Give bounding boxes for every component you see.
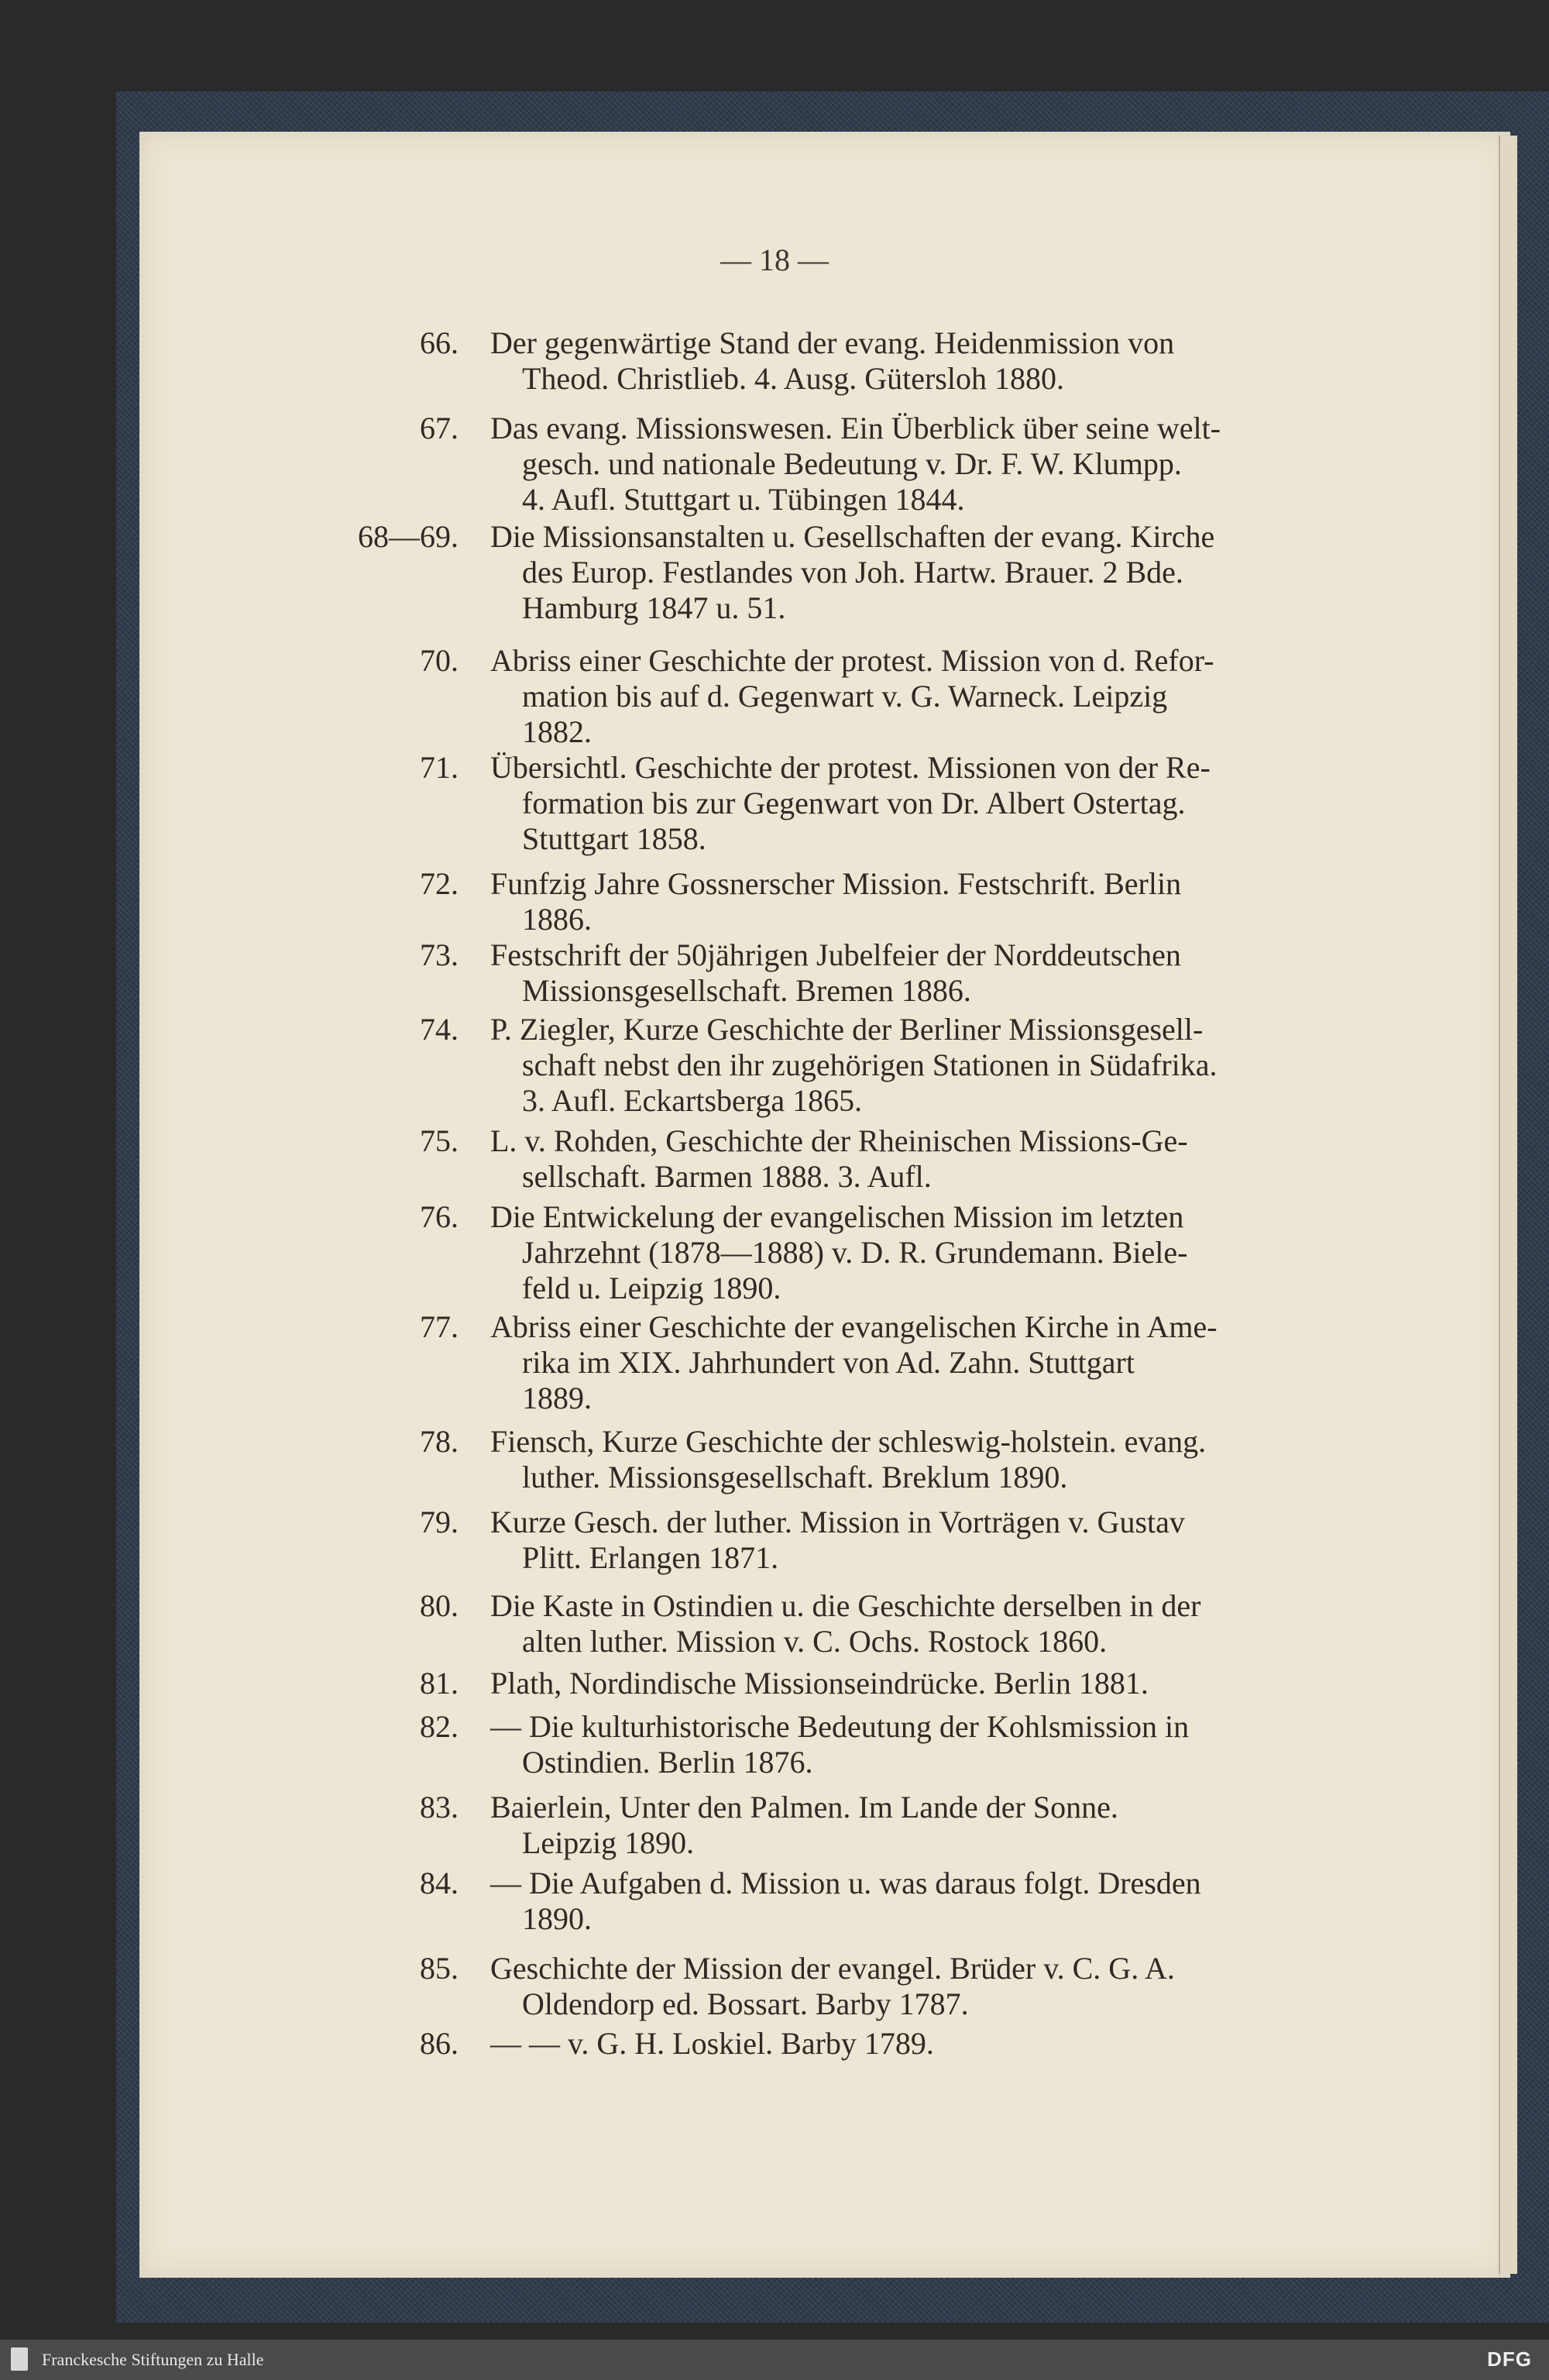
entry-text-line: 1886. (522, 902, 592, 937)
entry-text-line: sellschaft. Barmen 1888. 3. Aufl. (522, 1159, 932, 1194)
entry-text-line: Plath, Nordindische Missionseindrücke. Berlin 1881. (490, 1666, 1149, 1701)
entry-text-line: Die Missionsanstalten u. Gesellschaften der evang. Kirche (490, 519, 1215, 554)
entry-text-line: 3. Aufl. Eckartsberga 1865. (522, 1083, 863, 1118)
entry-text-line: Übersichtl. Geschichte der protest. Missionen von der Re- (490, 750, 1211, 785)
entry-text-line: 1882. (522, 714, 592, 749)
entry-text-line: Kurze Gesch. der luther. Mission in Vorträgen v. Gustav (490, 1505, 1185, 1539)
entry-number: 68—69. (358, 519, 459, 554)
entry-number: 75. (420, 1123, 459, 1158)
entry-text-line: 1889. (522, 1381, 592, 1415)
dfg-logo: DFG (1487, 2347, 1532, 2371)
entry-text-line: Leipzig 1890. (522, 1825, 695, 1860)
entry-text-line: Der gegenwärtige Stand der evang. Heidenmission von (490, 325, 1175, 360)
entry-number: 80. (420, 1588, 459, 1623)
entry-number: 76. (420, 1199, 459, 1234)
entry-number: 81. (420, 1666, 459, 1701)
entry-text-line: feld u. Leipzig 1890. (522, 1271, 781, 1305)
entry-number: 84. (420, 1866, 459, 1900)
entry-text-line: des Europ. Festlandes von Joh. Hartw. Brauer. 2 Bde. (522, 555, 1183, 590)
entry-number: 82. (420, 1709, 459, 1744)
entry-text-line: Die Kaste in Ostindien u. die Geschichte derselben in der (490, 1588, 1201, 1623)
entry-number: 85. (420, 1951, 459, 1986)
entry-text-line: P. Ziegler, Kurze Geschichte der Berliner Missionsgesell- (490, 1012, 1204, 1047)
page-number: — 18 — (720, 242, 829, 277)
entry-text-line: Abriss einer Geschichte der protest. Mission von d. Refor- (490, 643, 1214, 678)
entry-text-line: Missionsgesellschaft. Bremen 1886. (522, 973, 971, 1008)
entry-text-line: — Die Aufgaben d. Mission u. was daraus folgt. Dresden (490, 1866, 1201, 1900)
entry-text-line: Die Entwickelung der evangelischen Mission im letzten (490, 1199, 1184, 1234)
entry-number: 73. (420, 937, 459, 972)
institution-label: Franckesche Stiftungen zu Halle (42, 2350, 264, 2369)
entry-text-line: rika im XIX. Jahrhundert von Ad. Zahn. Stuttgart (522, 1345, 1135, 1380)
entry-text-line: Theod. Christlieb. 4. Ausg. Gütersloh 1880. (522, 361, 1064, 396)
entry-text-line: alten luther. Mission v. C. Ochs. Rostock 1860. (522, 1624, 1108, 1659)
entry-text-line: — Die kulturhistorische Bedeutung der Kohlsmission in (490, 1709, 1190, 1744)
entry-text-line: Das evang. Missionswesen. Ein Überblick über seine welt- (490, 411, 1221, 445)
institution-logo-icon (11, 2347, 28, 2371)
entry-text-line: mation bis auf d. Gegenwart v. G. Warneck. Leipzig (522, 679, 1168, 714)
entry-text-line: formation bis zur Gegenwart von Dr. Albert Ostertag. (522, 786, 1186, 820)
entry-text-line: Baierlein, Unter den Palmen. Im Lande der Sonne. (490, 1790, 1118, 1825)
entry-text-line: Geschichte der Mission der evangel. Brüder v. C. G. A. (490, 1951, 1175, 1986)
entry-number: 72. (420, 866, 459, 901)
entry-text-line: Festschrift der 50jährigen Jubelfeier der Norddeutschen (490, 937, 1181, 972)
entry-text-line: gesch. und nationale Bedeutung v. Dr. F. W. Klumpp. (522, 446, 1182, 481)
entry-text-line: Hamburg 1847 u. 51. (522, 590, 786, 625)
entry-text-line: Abriss einer Geschichte der evangelischen Kirche in Ame- (490, 1309, 1218, 1344)
entry-text-line: Plitt. Erlangen 1871. (522, 1540, 779, 1575)
entry-number: 67. (420, 411, 459, 445)
entry-text-line: luther. Missionsgesellschaft. Breklum 1890. (522, 1460, 1068, 1494)
entry-number: 79. (420, 1505, 459, 1539)
entry-number: 78. (420, 1424, 459, 1459)
entry-text-line: Fiensch, Kurze Geschichte der schleswig-holstein. evang. (490, 1424, 1207, 1459)
entry-number: 71. (420, 750, 459, 785)
entry-text-line: Stuttgart 1858. (522, 821, 706, 856)
entry-number: 66. (420, 325, 459, 360)
viewer-footer (0, 2340, 1549, 2380)
entry-text-line: Funfzig Jahre Gossnerscher Mission. Festschrift. Berlin (490, 866, 1182, 901)
entry-text-line: Ostindien. Berlin 1876. (522, 1745, 813, 1780)
entry-number: 70. (420, 643, 459, 678)
entry-number: 86. (420, 2026, 459, 2061)
entry-text-line: 4. Aufl. Stuttgart u. Tübingen 1844. (522, 482, 965, 517)
entry-number: 77. (420, 1309, 459, 1344)
entry-text-line: Jahrzehnt (1878—1888) v. D. R. Grundemann. Biele- (522, 1235, 1188, 1270)
entry-text-line: L. v. Rohden, Geschichte der Rheinischen Missions-Ge- (490, 1123, 1188, 1158)
entry-text-line: Oldendorp ed. Bossart. Barby 1787. (522, 1986, 969, 2021)
entry-number: 83. (420, 1790, 459, 1825)
entry-text-line: schaft nebst den ihr zugehörigen Stationen in Südafrika. (522, 1047, 1218, 1082)
entry-text-line: 1890. (522, 1901, 592, 1936)
entry-number: 74. (420, 1012, 459, 1047)
entry-text-line: — — v. G. H. Loskiel. Barby 1789. (490, 2026, 934, 2061)
